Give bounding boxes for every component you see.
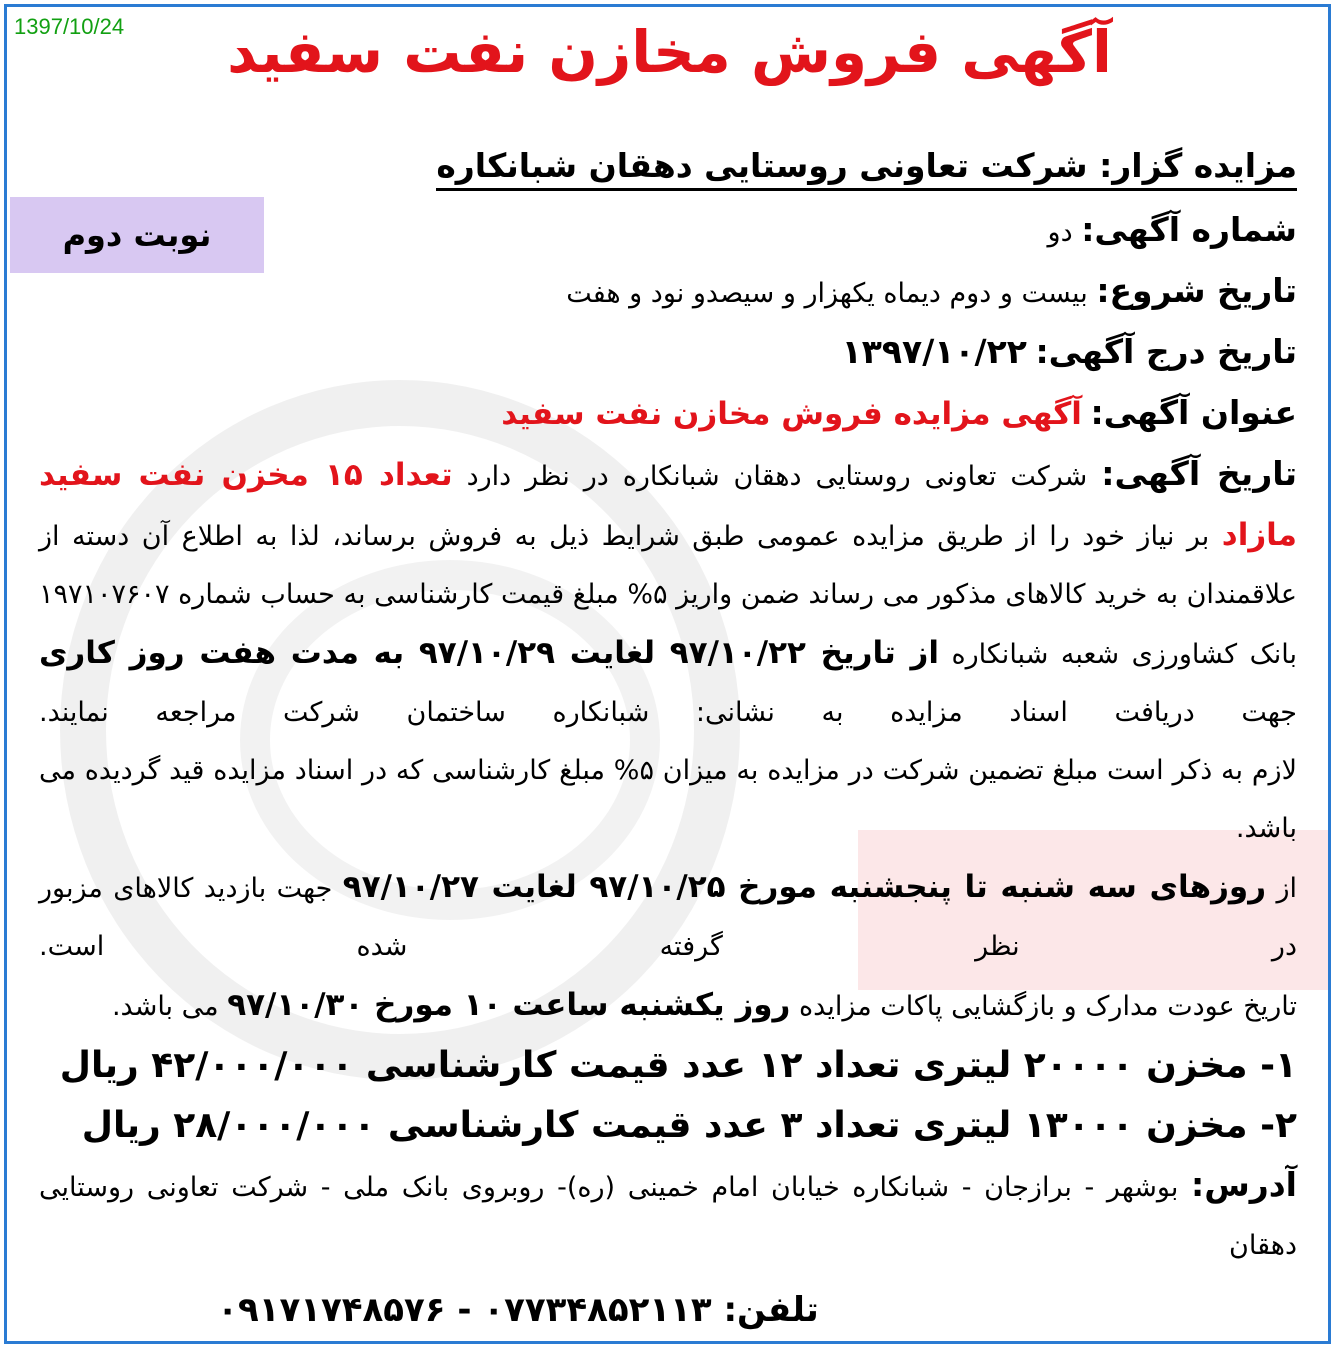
ad-title-label: عنوان آگهی: [1090, 393, 1297, 432]
body-paragraph-3: از روزهای سه شنبه تا پنجشنبه مورخ ۹۷/۱۰/۲۵ لغایت ۹۷/۱۰/۲۷ جهت بازدید کالاهای مزبور در نظر گرفته شده است. [39, 869, 1298, 962]
ad-title-value: آگهی مزایده فروش مخازن نفت سفید [501, 396, 1082, 432]
date-stamp: 1397/10/24 [14, 14, 125, 39]
address-label: آدرس: [1191, 1165, 1297, 1204]
body-paragraph-4: تاریخ عودت مدارک و بازگشایی پاکات مزایده روز یکشنبه ساعت ۱۰ مورخ ۹۷/۱۰/۳۰ می باشد. [111, 987, 1297, 1023]
round-badge: نوبت دوم [10, 197, 264, 273]
start-date-line [39, 262, 1297, 323]
auctioneer: مزایده گزار: شرکت تعاونی روستایی دهقان شبانکاره [436, 144, 1297, 191]
publish-date-line [39, 323, 1297, 384]
ad-number-label: شماره آگهی: [1081, 210, 1297, 249]
phone-line [39, 1281, 1297, 1339]
address [39, 1156, 1297, 1275]
phone-value: ۰۷۷۳۴۸۵۲۱۱۳ - ۰۹۱۷۱۷۴۸۵۷۶ [217, 1290, 712, 1330]
body-paragraph-2: لازم به ذکر است مبلغ تضمین شرکت در مزایده به میزان ۵% مبلغ کارشناسی که در اسناد مزایده قید گردیده می باشد. [39, 755, 1297, 844]
start-date-label: تاریخ شروع: [1096, 271, 1297, 310]
ad-number-line [39, 201, 1297, 262]
list-item: ۱- مخزن ۲۰۰۰۰ لیتری تعداد ۱۲ عدد قیمت کارشناسی ۴۲/۰۰۰/۰۰۰ ریال [59, 1045, 1297, 1086]
publish-date-label: تاریخ درج آگهی: [1035, 332, 1297, 371]
ad-title-line [39, 384, 1297, 445]
body-paragraph-1: تاریخ آگهی: شرکت تعاونی روستایی دهقان شبانکاره در نظر دارد تعداد ۱۵ مخزن نفت سفید مازاد بر نیاز خود را از طریق مزایده عمومی طبق شرایط ذیل به فروش برساند، لذا به اطلاع آن دسته از علاقمندان به خرید کالاهای مذکور می رساند ضمن واریز ۵% مبلغ قیمت کارشناسی به حساب شماره ۱۹۷۱۰۷۶۰۷ بانک کشاورزی شعبه شبانکاره از تاریخ ۹۷/۱۰/۲۲ لغایت ۹۷/۱۰/۲۹ به مدت هفت روز کاری جهت دریافت اسناد مزایده به نشانی: شبانکاره ساختمان شرکت مراجعه نمایند. [39, 454, 1297, 728]
address-value: بوشهر - برازجان - شبانکاره خیابان امام خمینی (ره)- روبروی بانک ملی - شرکت تعاونی روستایی دهقان [39, 1172, 1297, 1261]
page-title: آگهی فروش مخازن نفت سفید [227, 18, 1112, 86]
list-item: ۲- مخزن ۱۳۰۰۰ لیتری تعداد ۳ عدد قیمت کارشناسی ۲۸/۰۰۰/۰۰۰ ریال [81, 1105, 1297, 1146]
ad-content [39, 140, 1297, 1339]
start-date-value: بیست و دوم دیماه یکهزار و سیصدو نود و هفت [566, 278, 1088, 309]
publish-date-value: ۱۳۹۷/۱۰/۲۲ [841, 332, 1027, 371]
ad-number-value: دو [1047, 217, 1073, 248]
auctioneer-line [39, 140, 1297, 201]
phone-label: تلفن: [723, 1290, 819, 1330]
